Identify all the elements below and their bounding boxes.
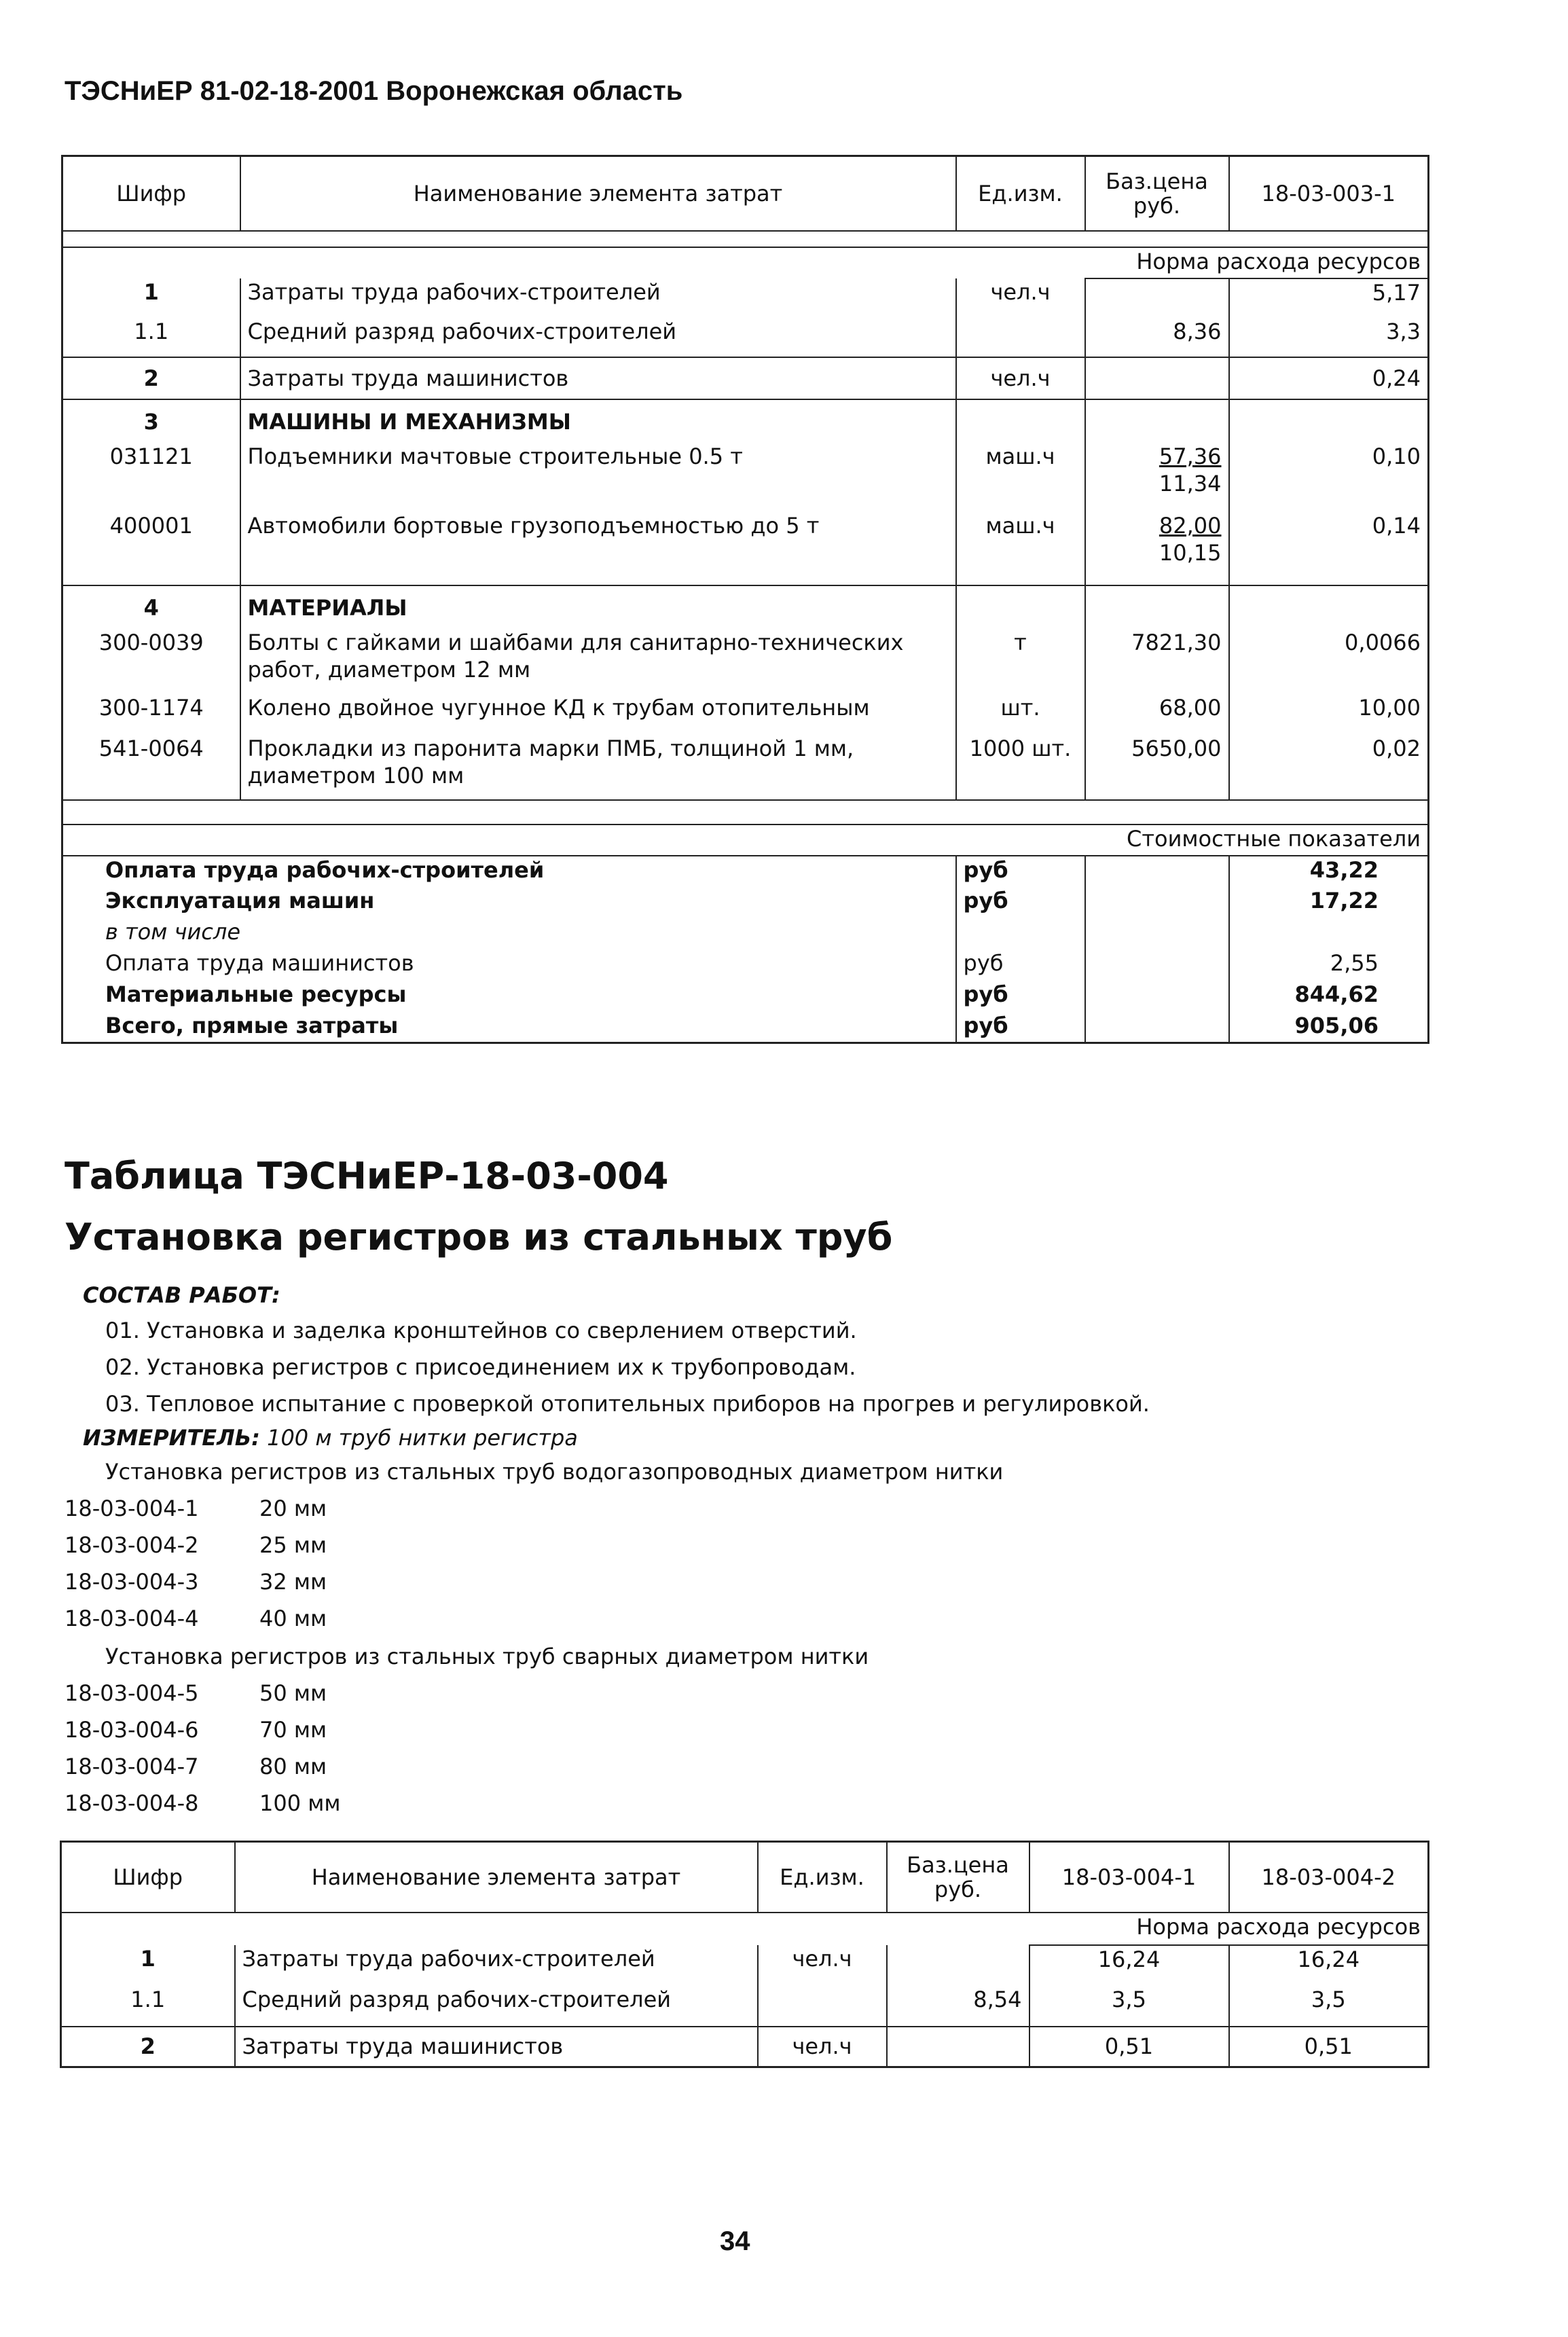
col-code: Шифр — [62, 156, 240, 231]
table-row: 300-0039 Болты с гайками и шайбами для санитарно-технических работ, диаметром 12 мм т 7821,30 0,0066 — [62, 629, 1429, 694]
norm-label-row — [61, 1913, 1429, 1945]
table-row: 3 МАШИНЫ И МЕХАНИЗМЫ — [62, 399, 1429, 443]
size-item: 25 мм — [259, 1532, 327, 1558]
section-title: Таблица ТЭСНиЕР-18-03-004 — [65, 1155, 669, 1197]
table-row: 1.1 Средний разряд рабочих-строителей 8,54 3,5 3,5 — [61, 1986, 1429, 2027]
col-name: Наименование элемента затрат — [240, 156, 956, 231]
resource-table-2 — [60, 1841, 1429, 2068]
page-number: 34 — [720, 2226, 750, 2256]
work-item: 03. Тепловое испытание с проверкой отопительных приборов на прогрев и регулировкой. — [105, 1391, 1150, 1417]
col-norm-2: 18-03-004-2 — [1229, 1842, 1429, 1913]
code-item: 18-03-004-8 — [65, 1790, 199, 1816]
cost-row: Оплата труда машинистов руб 2,55 — [62, 949, 1429, 981]
col-name: Наименование элемента затрат — [235, 1842, 758, 1913]
norm-label-row — [62, 247, 1429, 278]
cost-row: Материальные ресурсы руб 844,62 — [62, 981, 1429, 1012]
size-item: 40 мм — [259, 1606, 327, 1631]
table-row: 1 Затраты труда рабочих-строителей чел.ч 16,24 16,24 — [61, 1945, 1429, 1986]
cost-row: Оплата труда рабочих-строителей руб 43,22 — [62, 856, 1429, 887]
table-header-row — [61, 1842, 1429, 1913]
size-item: 20 мм — [259, 1496, 327, 1521]
work-item: 02. Установка регистров с присоединением их к трубопроводам. — [105, 1354, 856, 1380]
cost-label: Стоимостные показатели — [1085, 825, 1429, 856]
meter-line — [83, 1425, 578, 1451]
col-price: Баз.цена руб. — [1085, 156, 1229, 231]
code-item: 18-03-004-1 — [65, 1496, 199, 1521]
table-row: 2 Затраты труда машинистов чел.ч 0,51 0,51 — [61, 2027, 1429, 2067]
size-item: 50 мм — [259, 1680, 327, 1706]
code-item: 18-03-004-5 — [65, 1680, 199, 1706]
table-row: 1.1 Средний разряд рабочих-строителей 8,36 3,3 — [62, 318, 1429, 357]
size-item: 80 мм — [259, 1754, 327, 1779]
norm-label: Норма расхода ресурсов — [1029, 1913, 1429, 1945]
section-subtitle: Установка регистров из стальных труб — [65, 1216, 893, 1258]
table-row: 541-0064 Прокладки из паронита марки ПМБ, толщиной 1 мм, диаметром 100 мм 1000 шт. 5650,00 0,02 — [62, 735, 1429, 800]
col-price: Баз.цена руб. — [887, 1842, 1029, 1913]
col-code: Шифр — [61, 1842, 235, 1913]
meter-label: ИЗМЕРИТЕЛЬ: — [83, 1425, 260, 1451]
code-item: 18-03-004-4 — [65, 1606, 199, 1631]
table-row: 031121 Подъемники мачтовые строительные 0.5 т маш.ч 57,36 11,34 0,10 — [62, 443, 1429, 512]
norm-label: Норма расхода ресурсов — [1085, 247, 1429, 278]
works-label: СОСТАВ РАБОТ: — [83, 1282, 280, 1308]
col-unit: Ед.изм. — [956, 156, 1085, 231]
code-item: 18-03-004-3 — [65, 1569, 199, 1595]
resource-table-1 — [61, 155, 1429, 1044]
col-norm-1: 18-03-004-1 — [1029, 1842, 1229, 1913]
table-row: 2 Затраты труда машинистов чел.ч 0,24 — [62, 357, 1429, 399]
code-item: 18-03-004-6 — [65, 1717, 199, 1743]
code-item: 18-03-004-2 — [65, 1532, 199, 1558]
size-item: 70 мм — [259, 1717, 327, 1743]
cost-label-row — [62, 825, 1429, 856]
group1-title: Установка регистров из стальных труб водогазопроводных диаметром нитки — [105, 1459, 1004, 1485]
size-item: 100 мм — [259, 1790, 341, 1816]
work-item: 01. Установка и заделка кронштейнов со сверлением отверстий. — [105, 1318, 857, 1343]
size-item: 32 мм — [259, 1569, 327, 1595]
col-unit: Ед.изм. — [758, 1842, 887, 1913]
group2-title: Установка регистров из стальных труб сварных диаметром нитки — [105, 1644, 869, 1669]
meter-value: 100 м труб нитки регистра — [267, 1425, 578, 1451]
cost-row: Всего, прямые затраты руб 905,06 — [62, 1012, 1429, 1043]
table-row: 300-1174 Колено двойное чугунное КД к трубам отопительным шт. 68,00 10,00 — [62, 694, 1429, 735]
table-row: 1 Затраты труда рабочих-строителей чел.ч 5,17 — [62, 278, 1429, 318]
code-item: 18-03-004-7 — [65, 1754, 199, 1779]
table-header-row — [62, 156, 1429, 231]
document-header: ТЭСНиЕР 81-02-18-2001 Воронежская область — [65, 76, 683, 106]
table-row: 400001 Автомобили бортовые грузоподъемностью до 5 т маш.ч 82,00 10,15 0,14 — [62, 512, 1429, 585]
cost-row: в том числе — [62, 918, 1429, 949]
table-row: 4 МАТЕРИАЛЫ — [62, 585, 1429, 629]
col-norm: 18-03-003-1 — [1229, 156, 1429, 231]
cost-row: Эксплуатация машин руб 17,22 — [62, 887, 1429, 918]
